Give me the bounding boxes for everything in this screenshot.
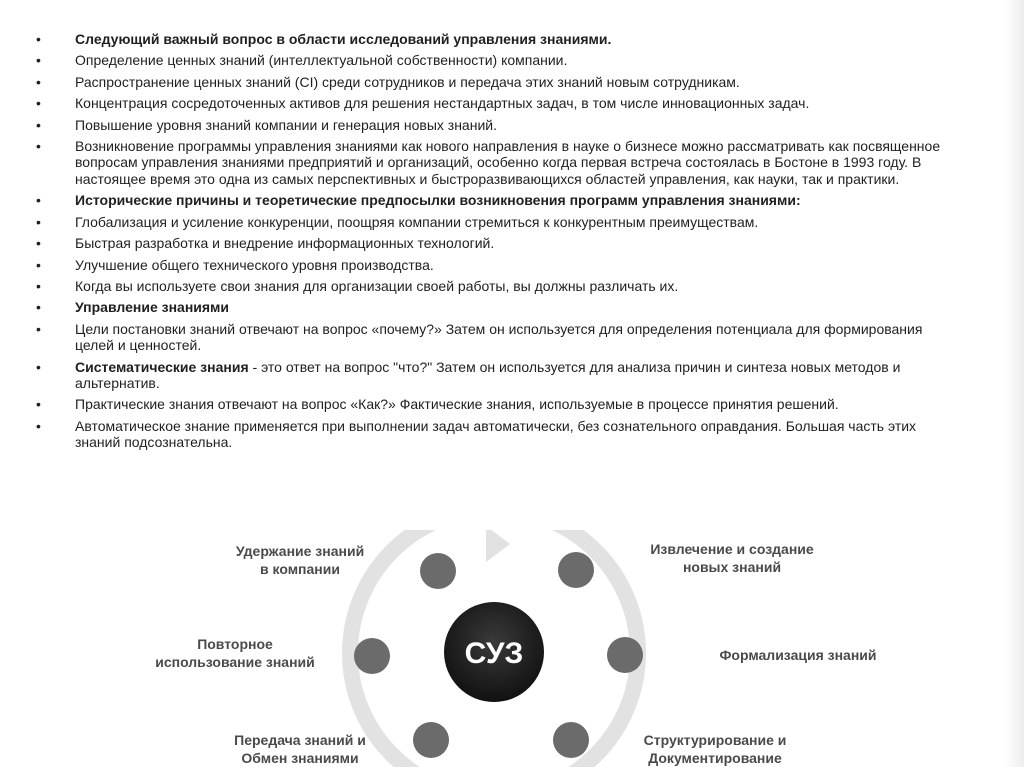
bullet-dot: • [36, 396, 41, 413]
bullet-text: Когда вы используете свои знания для организации своей работы, вы должны различать их. [75, 277, 679, 294]
bullet-dot: • [36, 137, 41, 154]
bullet-dot: • [36, 235, 41, 252]
list-item [0, 117, 960, 134]
label-line: Повторное [197, 636, 273, 652]
list-item [0, 278, 960, 295]
knowledge-management-cycle-diagram [155, 530, 940, 767]
label-line: использование знаний [155, 654, 315, 670]
bullet-text: Управление знаниями [75, 299, 230, 316]
center-label: СУЗ [464, 637, 524, 670]
cycle-arrow-icon [486, 530, 510, 562]
bullet-text: Практические знания отвечают на вопрос «Как?» Фактические знания, используемые в процессе принятия решений. [75, 396, 839, 413]
bullet-dot: • [36, 192, 41, 209]
bullet-text [75, 359, 900, 392]
list-item [0, 74, 960, 91]
list-item [0, 31, 960, 48]
bullet-text: Автоматическое знание применяется при выполнении задач автоматически, без сознательного оправдания. Большая часть этих знаний подсознательна. [75, 417, 917, 451]
list-item [0, 418, 960, 451]
bullet-dot: • [36, 116, 41, 133]
label-structuring [600, 731, 830, 767]
list-item [0, 396, 960, 413]
label-line: в компании [260, 561, 340, 577]
bullet-dot: • [36, 299, 41, 316]
bullet-text: Быстрая разработка и внедрение информационных технологий. [75, 235, 495, 252]
bullet-dot: • [36, 358, 41, 375]
bullet-text: Концентрация сосредоточенных активов для решения нестандартных задач, в том числе инновационных задач. [75, 95, 810, 112]
list-item [0, 299, 960, 316]
label-formalization [678, 646, 918, 664]
bullet-dot: • [36, 95, 41, 112]
list-item [0, 321, 960, 354]
list-item [0, 359, 960, 392]
label-line: Структурирование и [643, 732, 787, 748]
list-item [0, 235, 960, 252]
list-item [0, 257, 960, 274]
label-retention [205, 542, 395, 578]
label-line: Извлечение и создание [650, 541, 814, 557]
list-item [0, 52, 960, 69]
bullet-dot: • [36, 277, 41, 294]
list-item [0, 192, 960, 209]
bullet-text: Распространение ценных знаний (CI) среди сотрудников и передача этих знаний новым сотрудникам. [75, 73, 740, 90]
bullet-text: Улучшение общего технического уровня производства. [75, 256, 434, 273]
node-extraction [558, 552, 594, 588]
label-line: новых знаний [682, 559, 782, 575]
bullet-dot: • [36, 213, 41, 230]
list-item [0, 95, 960, 112]
list-item [0, 214, 960, 231]
label-transfer [190, 731, 410, 767]
label-line: Обмен знаниями [241, 750, 359, 766]
bullet-dot: • [36, 31, 41, 47]
bullet-text: Цели постановки знаний отвечают на вопрос «почему?» Затем он используется для определения потенциала для формирования целей и ценностей. [75, 320, 923, 354]
list-item [0, 138, 960, 188]
node-transfer [413, 722, 449, 758]
bullet-dot: • [36, 320, 41, 337]
bullet-text: Исторические причины и теоретические предпосылки возникновения программ управления знаниями: [75, 192, 801, 209]
bullet-dot: • [36, 417, 41, 434]
bullet-dot: • [36, 73, 41, 90]
node-formalization [607, 637, 643, 673]
node-reuse [354, 638, 390, 674]
label-reuse [120, 635, 350, 671]
label-line: Передача знаний и [234, 732, 366, 748]
bullet-text: Повышение уровня знаний компании и генерация новых знаний. [75, 116, 497, 133]
label-line: Документирование [648, 750, 782, 766]
bullet-text: Определение ценных знаний (интеллектуальной собственности) компании. [75, 52, 568, 69]
bullet-term: Систематические знания [75, 358, 249, 375]
bullet-term-rest: - это ответ на вопрос "что?" Затем он используется для анализа причин и синтеза новых методов и альтернатив. [75, 358, 901, 392]
node-retention [420, 553, 456, 589]
node-structuring [553, 722, 589, 758]
label-line: Формализация знаний [719, 647, 877, 663]
bullet-list [0, 31, 960, 456]
bullet-text: Следующий важный вопрос в области исследований управления знаниями. [75, 31, 612, 47]
label-extraction [612, 540, 852, 576]
label-line: Удержание знаний [235, 543, 365, 559]
bullet-text: Глобализация и усиление конкуренции, поощряя компании стремиться к конкурентным преимуществам. [75, 213, 759, 230]
bullet-text: Возникновение программы управления знаниями как нового направления в науке о бизнесе можно рассматривать как посвященное вопросам управления знаниями предприятий и организаций, особенно когда первая встреча состоялась в Бостоне в 1993 году. В настоящее время это одна из самых перспективных и быстроразвивающихся областей управления, как науки, так и практики. [75, 137, 941, 187]
bullet-dot: • [36, 256, 41, 273]
slide-edge-shadow [1006, 0, 1024, 767]
bullet-dot: • [36, 52, 41, 69]
